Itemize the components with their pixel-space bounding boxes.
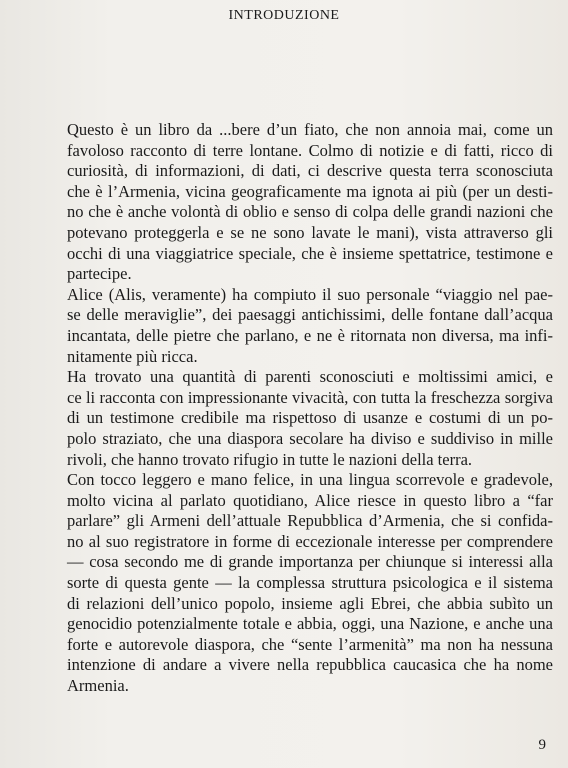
text-line: Questo è un libro da ...bere d’un fiato, che non annoia mai, come un [67,120,553,139]
text-line: partecipe. [67,264,132,284]
text-line: sorte di questa gente — la complessa struttura psicologica e il sistema [67,573,553,593]
text-line: forte e autorevole diaspora, che “sente l’armenità” ma non ha nessuna [67,634,553,654]
text-line: Ha trovato una quantità di parenti sconosciuti e moltissimi amici, e [67,367,553,387]
text-line: nitamente più ricca. [67,346,198,366]
text-line: incantata, delle pietre che parlano, e ne è ritornata non diversa, ma infi- [67,325,553,345]
body-text [47,120,553,697]
text-line: — cosa secondo me di grande importanza per chiunque si interessi alla [67,552,553,572]
running-head: INTRODUZIONE [228,8,340,23]
page-number: 9 [538,737,546,753]
text-line: ce li racconta con impressionante vivacità, con tutta la freschezza sorgiva [67,387,553,407]
text-line: rivoli, che hanno trovato rifugio in tutte le nazioni della terra. [67,449,473,469]
text-line: Alice (Alis, veramente) ha compiuto il suo personale “viaggio nel pae- [67,284,553,304]
text-line: Armenia. [67,676,129,696]
text-line: curiosità, di informazioni, di dati, ci descrive questa terra sconosciuta [67,161,553,181]
paragraph-2 [47,285,553,367]
text-line: genocidio potenzialmente totale e abbia, oggi, una Nazione, e anche una [67,614,553,634]
text-line: parlare” gli Armeni dell’attuale Repubblica d’Armenia, che si confida- [67,511,553,531]
paragraph-4 [47,470,553,697]
text-line: molto vicina al parlato quotidiano, Alice riesce in questo libro a “far [67,490,553,510]
paragraph-3 [47,367,553,470]
text-line: favoloso racconto di terre lontane. Colmo di notizie e di fatti, ricco di [67,140,553,160]
text-line: di relazioni dell’unico popolo, insieme agli Ebrei, che abbia subìto un [67,593,553,613]
text-line: Con tocco leggero e mano felice, in una lingua scorrevole e gradevole, [67,470,553,490]
text-line: no che è anche volontà di oblio e senso di colpa delle grandi nazioni che [67,202,553,222]
text-line: potevano proteggerla e se ne sono lavate le mani), vista attraverso gli [67,222,553,242]
text-line: che è l’Armenia, vicina geograficamente ma ignota ai più (per un desti- [67,181,553,201]
text-line: no al suo registratore in forme di eccezionale interesse per comprendere [67,531,553,551]
text-line: occhi di una viaggiatrice speciale, che è insieme spettatrice, testimone e [67,243,553,263]
paragraph-1 [47,120,553,285]
text-line: intenzione di andare a vivere nella repubblica caucasica che ha nome [67,655,553,675]
text-line: di un testimone credibile ma rispettoso di usanze e costumi di un po- [67,408,553,428]
text-line: polo straziato, che una diaspora secolare ha diviso e suddiviso in mille [67,428,553,448]
text-line: se delle meraviglie”, dei paesaggi antichissimi, delle fontane dall’acqua [67,305,553,325]
